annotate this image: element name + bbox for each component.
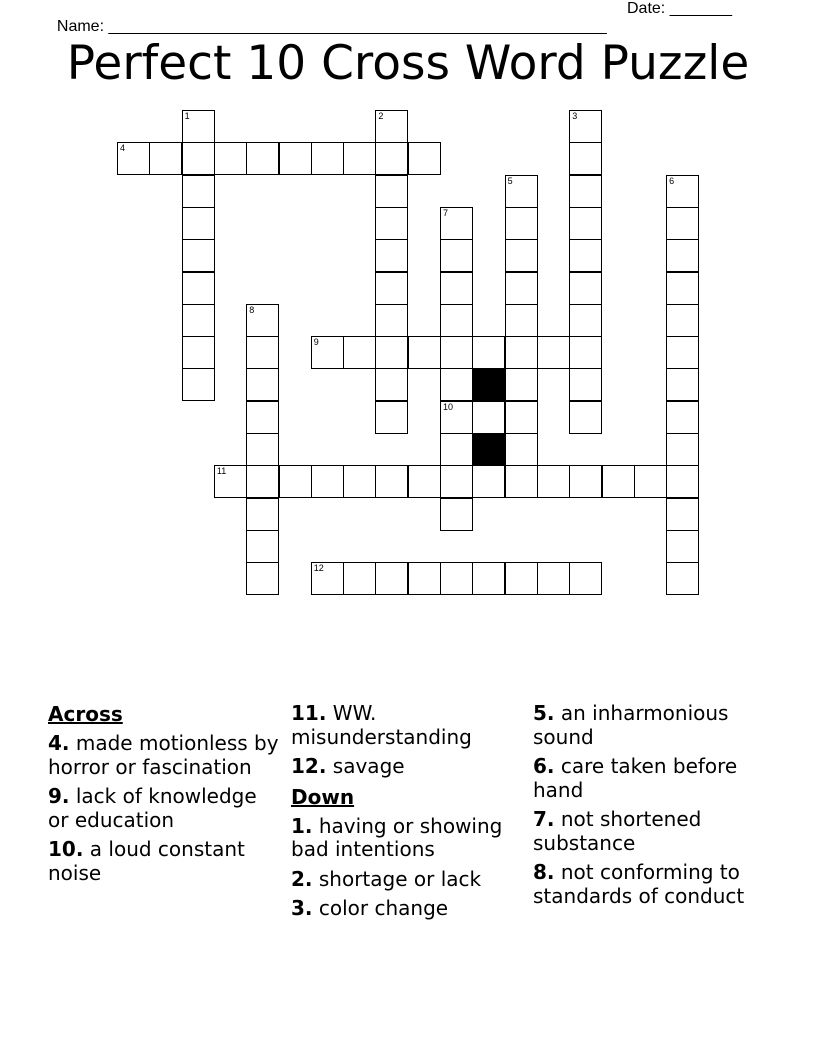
grid-cell[interactable] (505, 465, 538, 498)
clue-number: 11. (291, 701, 327, 725)
grid-cell[interactable] (440, 401, 473, 434)
clue-number: 1. (291, 813, 313, 838)
clue-text: WW. misunderstanding (291, 701, 472, 749)
clues-section (0, 702, 816, 1002)
clue-text: lack of knowledge or education (48, 784, 257, 832)
clue-text: color change (312, 896, 449, 920)
clue-number-label: 5 (507, 175, 513, 186)
grid-cell[interactable] (537, 562, 570, 595)
grid-cell[interactable] (375, 465, 408, 498)
grid-cell[interactable] (440, 304, 473, 337)
clue-down-6 (533, 755, 765, 802)
grid-cell[interactable] (246, 465, 279, 498)
grid-cell[interactable] (214, 142, 247, 175)
grid-cell[interactable] (634, 465, 667, 498)
clue-across-10 (48, 838, 280, 885)
grid-cell[interactable] (246, 562, 279, 595)
grid-cell[interactable] (569, 562, 602, 595)
grid-cell[interactable] (246, 142, 279, 175)
date-field-label[interactable]: Date: _______ (627, 0, 732, 17)
grid-cell[interactable] (343, 562, 376, 595)
grid-cell[interactable] (569, 368, 602, 401)
grid-cell[interactable] (408, 465, 441, 498)
grid-cell[interactable] (375, 336, 408, 369)
puzzle-title: Perfect 10 Cross Word Puzzle (66, 36, 750, 91)
clue-number: 2. (291, 866, 313, 891)
grid-cell[interactable] (505, 207, 538, 240)
grid-cell[interactable] (569, 304, 602, 337)
grid-cell[interactable] (666, 530, 699, 563)
grid-cell[interactable] (246, 530, 279, 563)
grid-cell[interactable] (666, 272, 699, 305)
grid-cell[interactable] (472, 562, 505, 595)
grid-cell[interactable] (408, 336, 441, 369)
clue-number: 12. (291, 754, 327, 778)
grid-cell[interactable] (279, 142, 312, 175)
clue-number: 4. (48, 731, 70, 755)
grid-cell[interactable] (505, 401, 538, 434)
grid-cell[interactable] (375, 401, 408, 434)
clue-number-label: 4 (120, 143, 126, 154)
grid-cell[interactable] (246, 336, 279, 369)
clue-number: 5. (533, 701, 555, 725)
grid-cell[interactable] (343, 336, 376, 369)
grid-cell[interactable] (537, 336, 570, 369)
grid-cell[interactable] (666, 401, 699, 434)
grid-cell[interactable] (246, 401, 279, 434)
grid-cell[interactable] (375, 175, 408, 208)
clue-number: 3. (291, 896, 313, 920)
grid-cell[interactable] (182, 239, 215, 272)
clue-down-3 (291, 897, 523, 921)
grid-cell[interactable] (505, 562, 538, 595)
grid-cell[interactable] (569, 336, 602, 369)
grid-cell[interactable] (246, 368, 279, 401)
grid-cell[interactable] (666, 465, 699, 498)
grid-cell[interactable] (440, 562, 473, 595)
grid-cell[interactable] (246, 433, 279, 466)
grid-cell[interactable] (666, 368, 699, 401)
grid-cell[interactable] (440, 368, 473, 401)
grid-cell[interactable] (311, 562, 344, 595)
clue-number: 10. (48, 837, 84, 861)
grid-cell[interactable] (569, 142, 602, 175)
grid-cell[interactable] (343, 465, 376, 498)
grid-cell[interactable] (602, 465, 635, 498)
clue-number-label: 7 (443, 207, 449, 218)
clue-number: 6. (533, 754, 555, 778)
clue-number-label: 11 (216, 466, 227, 477)
grid-cell[interactable] (182, 272, 215, 305)
clue-across-12 (291, 755, 523, 779)
grid-cell[interactable] (311, 465, 344, 498)
grid-cell[interactable] (375, 239, 408, 272)
grid-cell[interactable] (311, 142, 344, 175)
grid-block (472, 368, 505, 401)
grid-cell[interactable] (569, 110, 602, 143)
clues-column-3 (533, 702, 765, 914)
grid-cell[interactable] (375, 304, 408, 337)
grid-cell[interactable] (666, 498, 699, 531)
grid-cell[interactable] (246, 304, 279, 337)
clues-column-2 (291, 702, 523, 927)
grid-cell[interactable] (569, 175, 602, 208)
grid-cell[interactable] (375, 207, 408, 240)
grid-cell[interactable] (666, 562, 699, 595)
clue-text: savage (326, 754, 405, 778)
clue-text: not conforming to standards of conduct (533, 860, 745, 908)
grid-cell[interactable] (246, 498, 279, 531)
grid-cell[interactable] (182, 336, 215, 369)
clue-text: an inharmonious sound (533, 701, 729, 749)
grid-cell[interactable] (569, 207, 602, 240)
grid-cell[interactable] (440, 207, 473, 240)
grid-cell[interactable] (182, 368, 215, 401)
clue-down-1 (291, 815, 523, 862)
grid-cell[interactable] (214, 465, 247, 498)
grid-cell[interactable] (505, 304, 538, 337)
clue-down-5 (533, 702, 765, 749)
clue-text: not shortened substance (533, 807, 702, 855)
grid-cell[interactable] (440, 336, 473, 369)
grid-cell[interactable] (505, 368, 538, 401)
grid-cell[interactable] (505, 336, 538, 369)
clue-number-label: 1 (184, 111, 190, 121)
clue-down-8 (533, 861, 765, 908)
clue-across-11 (291, 702, 523, 749)
clue-across-4 (48, 732, 280, 779)
clue-number: 8. (533, 860, 555, 884)
grid-cell[interactable] (117, 142, 150, 175)
clue-text: having or showing bad intentions (291, 813, 503, 861)
grid-cell[interactable] (279, 465, 312, 498)
grid-cell[interactable] (440, 433, 473, 466)
grid-cell[interactable] (375, 142, 408, 175)
grid-cell[interactable] (182, 207, 215, 240)
grid-cell[interactable] (375, 368, 408, 401)
clue-number-label: 10 (443, 401, 454, 412)
clue-number-label: 2 (378, 111, 384, 121)
clue-number: 9. (48, 784, 70, 808)
grid-cell[interactable] (537, 465, 570, 498)
clue-number-label: 3 (572, 111, 578, 121)
grid-cell[interactable] (569, 465, 602, 498)
grid-cell[interactable] (440, 272, 473, 305)
grid-cell[interactable] (569, 239, 602, 272)
grid-cell[interactable] (182, 142, 215, 175)
clue-text: a loud constant noise (48, 837, 245, 885)
grid-cell[interactable] (149, 142, 182, 175)
grid-cell[interactable] (505, 272, 538, 305)
grid-cell[interactable] (440, 498, 473, 531)
grid-cell[interactable] (408, 142, 441, 175)
grid-cell[interactable] (440, 239, 473, 272)
grid-cell[interactable] (375, 272, 408, 305)
grid-cell[interactable] (505, 175, 538, 208)
clue-number: 7. (533, 807, 555, 831)
grid-cell[interactable] (505, 239, 538, 272)
clue-number-label: 6 (669, 175, 675, 186)
clue-down-2 (291, 868, 523, 892)
grid-cell[interactable] (408, 562, 441, 595)
across-heading: Across (48, 702, 123, 726)
grid-cell[interactable] (182, 175, 215, 208)
name-field-label[interactable]: Name: ________________________________________________________ (56, 18, 607, 35)
grid-cell[interactable] (472, 465, 505, 498)
grid-cell[interactable] (375, 110, 408, 143)
grid-cell[interactable] (666, 433, 699, 466)
grid-cell[interactable] (472, 401, 505, 434)
grid-cell[interactable] (311, 336, 344, 369)
grid-cell[interactable] (182, 304, 215, 337)
grid-cell[interactable] (666, 336, 699, 369)
grid-cell[interactable] (569, 401, 602, 434)
grid-cell[interactable] (666, 239, 699, 272)
clue-down-7 (533, 808, 765, 855)
clue-text: made motionless by horror or fascination (48, 731, 279, 779)
clue-across-9 (48, 785, 280, 832)
grid-cell[interactable] (375, 562, 408, 595)
grid-cell[interactable] (440, 465, 473, 498)
clue-number-label: 12 (313, 563, 324, 574)
grid-block (472, 433, 505, 466)
grid-cell[interactable] (569, 272, 602, 305)
clue-text: care taken before hand (533, 754, 738, 802)
grid-cell[interactable] (182, 110, 215, 143)
clue-text: shortage or lack (312, 866, 482, 891)
clues-column-1 (48, 702, 280, 891)
grid-cell[interactable] (666, 304, 699, 337)
grid-cell[interactable] (666, 175, 699, 208)
clue-number-label: 8 (249, 304, 255, 315)
clue-number-label: 9 (313, 337, 319, 348)
grid-cell[interactable] (472, 336, 505, 369)
grid-cell[interactable] (505, 433, 538, 466)
grid-cell[interactable] (666, 207, 699, 240)
grid-cell[interactable] (343, 142, 376, 175)
down-heading: Down (291, 784, 355, 809)
